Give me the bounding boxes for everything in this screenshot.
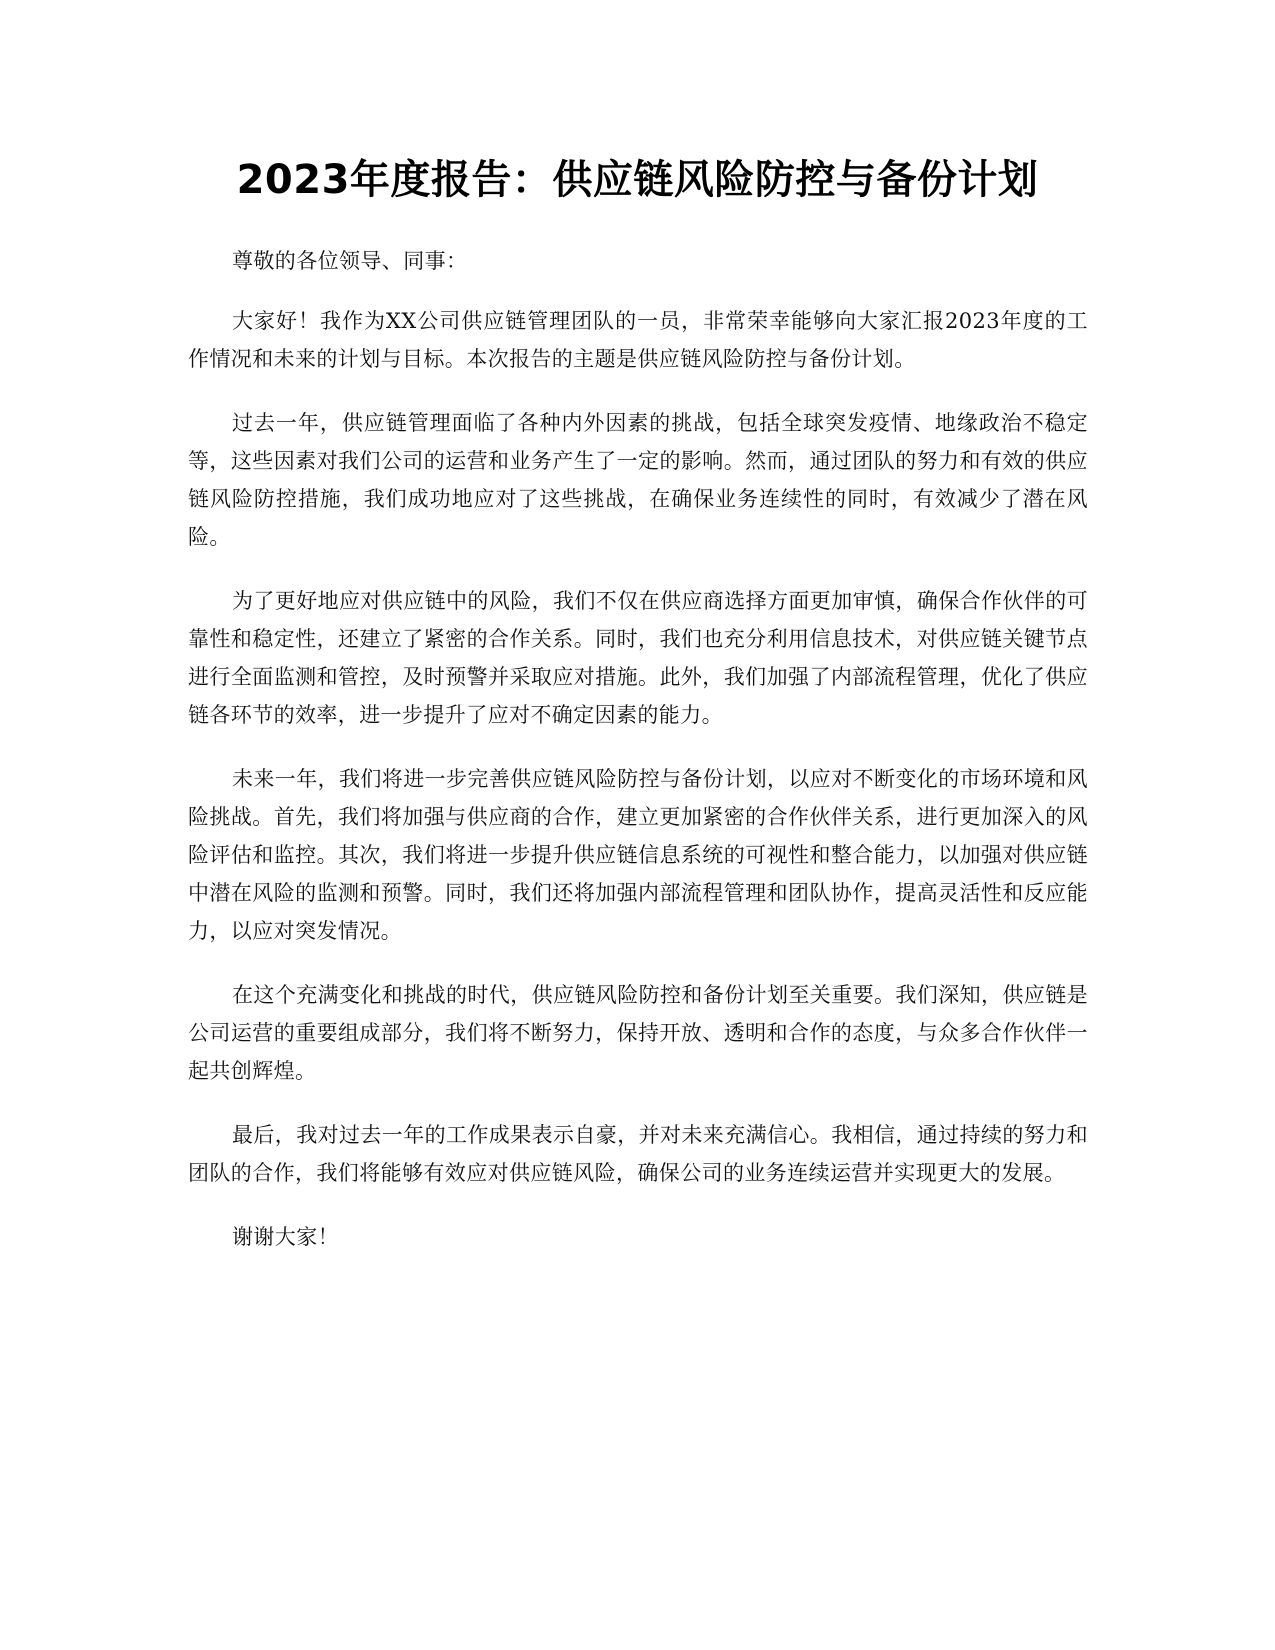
paragraph-future-plan: 未来一年，我们将进一步完善供应链风险防控与备份计划，以应对不断变化的市场环境和风险挑战。首先，我们将加强与供应商的合作，建立更加紧密的合作伙伴关系，进行更加深入的风险评估和监控。其次，我们将进一步提升供应链信息系统的可视性和整合能力，以加强对供应链中潜在风险的监测和预警。同时，我们还将加强内部流程管理和团队协作，提高灵活性和反应能力，以应对突发情况。 — [188, 767, 1088, 943]
paragraph-measures: 为了更好地应对供应链中的风险，我们不仅在供应商选择方面更加审慎，确保合作伙伴的可靠性和稳定性，还建立了紧密的合作关系。同时，我们也充分利用信息技术，对供应链关键节点进行全面监测和管控，及时预警并采取应对措施。此外，我们加强了内部流程管理，优化了供应链各环节的效率，进一步提升了应对不确定因素的能力。 — [188, 589, 1088, 727]
paragraph-conclusion: 最后，我对过去一年的工作成果表示自豪，并对未来充满信心。我相信，通过持续的努力和团队的合作，我们将能够有效应对供应链风险，确保公司的业务连续运营并实现更大的发展。 — [188, 1123, 1088, 1185]
paragraph-intro: 大家好！我作为XX公司供应链管理团队的一员，非常荣幸能够向大家汇报2023年度的工作情况和未来的计划与目标。本次报告的主题是供应链风险防控与备份计划。 — [188, 309, 1088, 371]
paragraph-past-year: 过去一年，供应链管理面临了各种内外因素的挑战，包括全球突发疫情、地缘政治不稳定等，这些因素对我们公司的运营和业务产生了一定的影响。然而，通过团队的努力和有效的供应链风险防控措施，我们成功地应对了这些挑战，在确保业务连续性的同时，有效减少了潜在风险。 — [188, 411, 1088, 549]
document-title: 2023年度报告：供应链风险防控与备份计划 — [236, 157, 1039, 203]
salutation: 尊敬的各位领导、同事： — [232, 249, 468, 273]
document-body — [188, 242, 1088, 1282]
paragraph-importance: 在这个充满变化和挑战的时代，供应链风险防控和备份计划至关重要。我们深知，供应链是公司运营的重要组成部分，我们将不断努力，保持开放、透明和合作的态度，与众多合作伙伴一起共创辉煌。 — [188, 983, 1088, 1083]
closing-thanks: 谢谢大家！ — [232, 1225, 339, 1249]
